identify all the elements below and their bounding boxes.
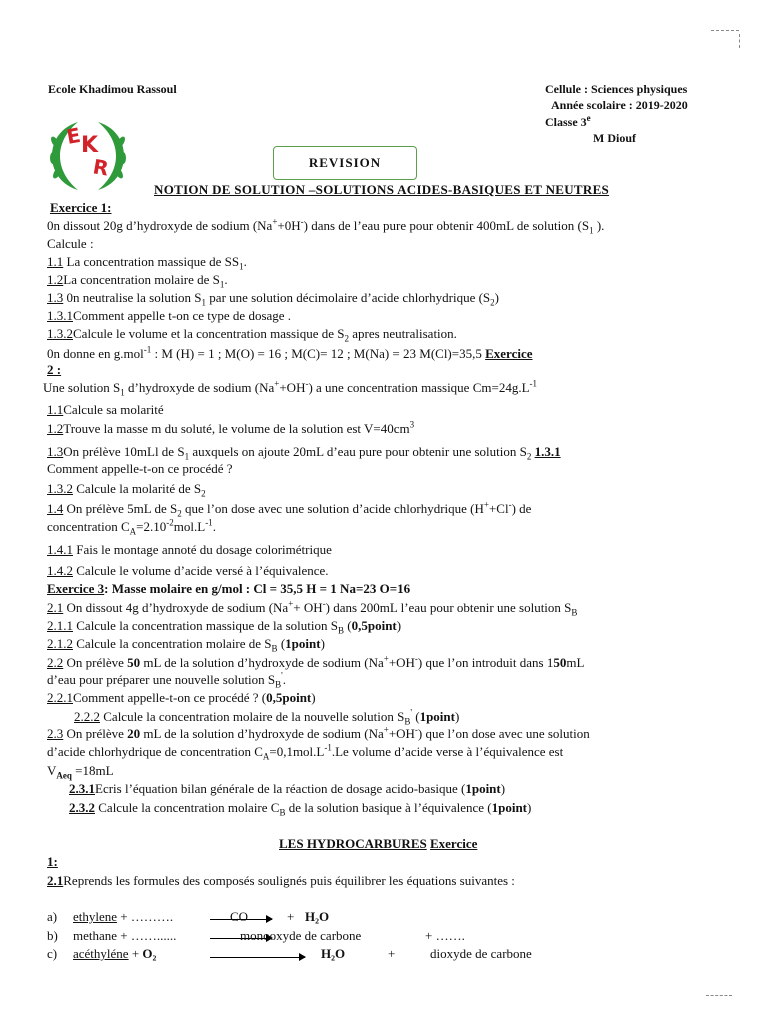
ex1-q1-1: 1.1 La concentration massique de $SS_1$. (47, 254, 247, 272)
eq-c-h2o: H₂O (321, 946, 346, 961)
ex3-q2-2: 2.2 On prélève 50 mL de la solution d’hydroxyde de sodium (Na++OH-) que l’on introduit dans 150mL (47, 653, 585, 670)
eq-c-label: c) (47, 946, 58, 961)
eq-a-plus: + (287, 909, 295, 924)
ex1-statement: 0n dissout 20g d’hydroxyde de sodium (Na++0H-) dans de l’eau pure pour obtenir 400mL de solution ($S_1$ ). (47, 216, 605, 236)
eq-c-plus: + (388, 946, 396, 961)
ex2-q1-4-2: 1.4.2 Calcule le volume d’acide versé à l’équivalence. (47, 563, 329, 578)
ex3-q2-3-conc: d’acide chlorhydrique de concentration $C_A=0,1mol.L^{-1}.Le$ volume d’acide verse à l’équivalence est (47, 742, 564, 762)
ex1-q1-3-2: 1.3.2Calcule le volume et la concentration massique de $S_2$ apres neutralisation. (47, 326, 457, 344)
eq-b-plus: + ……. (425, 928, 465, 943)
ex2-q1-4: 1.4 On prélève 5mL de $S_2$ que l’on dose avec une solution d’acide chlorhydrique (H++Cl-) de (47, 499, 532, 519)
eq-a-reactants: ethylene + ………. (73, 909, 174, 924)
ex2-q1-3-2: 1.3.2 Calcule la molarité de $S_2$ (47, 481, 206, 499)
ex2-q1-2: 1.2Trouve la masse m du soluté, le volume de la solution est $V=40cm^3$ (47, 419, 415, 436)
ex3-q2-2-cont: d’eau pour préparer une nouvelle solution $S_B'$. (47, 670, 287, 690)
eq-c-product: dioxyde de carbone (430, 946, 532, 961)
eq-a-co: CO (230, 909, 249, 924)
crop-mark-bottom-right (706, 995, 732, 996)
svg-text:R: R (91, 154, 111, 181)
ex1-molar-masses: 0n donne en g.mol$^{-1}$ : M (H) = 1 ; M(O) = 16 ; M(C)= 12 ; M(Na) = 23 M(Cl)=35,5 Exercice (47, 344, 533, 361)
ex3-q2-3: 2.3 On prélève 20 mL de la solution d’hydroxyde de sodium (Na++OH-) que l’on dose avec une solution (47, 724, 590, 741)
eq-a-label: a) (47, 909, 58, 924)
exercise-1-title: Exercice 1: (50, 200, 112, 215)
ex2-q1-4-1: 1.4.1 Fais le montage annoté du dosage colorimétrique (47, 542, 332, 557)
ex3-q2-1-1: 2.1.1 Calcule la concentration massique de la solution $S_B$ (0,5point) (47, 618, 402, 636)
svg-text:K: K (81, 133, 99, 158)
ex3-q2-3-1: 2.3.1Ecris l’équation bilan générale de la réaction de dosage acido-basique (1point) (69, 781, 506, 796)
cellule: Cellule : Sciences physiques (545, 82, 688, 96)
eq-c-reactant: acéthyléne + O₂ (73, 946, 157, 961)
eq-b-product: monooxyde de carbone (240, 928, 362, 943)
hydro-exercise-1: 1: (47, 854, 58, 869)
exercise-2-title: 2 : (47, 362, 62, 377)
eq-b-label: b) (47, 928, 58, 943)
class-label: Classe 3e (545, 113, 591, 129)
ex3-q2-3-volume: $V_{Aeq} =18mL$ (47, 763, 114, 781)
teacher-name: M Diouf (593, 131, 636, 145)
crop-mark-top-right-v (739, 34, 740, 48)
school-year: Année scolaire : 2019-2020 (551, 98, 688, 112)
ex2-q1-4-conc: concentration $C_A=2.10^{-2}mol.L^{-1}$. (47, 517, 216, 537)
ex3-q2-2-1: 2.2.1Comment appelle-t-on ce procédé ? (0,5point) (47, 690, 316, 705)
revision-box: REVISION (273, 146, 417, 180)
eq-c-arrow (210, 957, 305, 958)
ex1-q1-3-1: 1.3.1Comment appelle t-on ce type de dosage . (47, 308, 292, 323)
exercise-3-title: Exercice 3: Masse molaire en g/mol : Cl = 35,5 H = 1 Na=23 O=16 (47, 581, 411, 596)
school-name: Ecole Khadimou Rassoul (48, 82, 177, 96)
ex3-q2-1-2: 2.1.2 Calcule la concentration molaire de $S_B$ (1point) (47, 636, 325, 654)
ex2-q1-1: 1.1Calcule sa molarité (47, 402, 164, 417)
ex1-calcule: Calcule : (47, 236, 94, 251)
ex1-q1-3: 1.3 0n neutralise la solution $S_1$ par une solution décimolaire d’acide chlorhydrique $(S_2)$ (47, 290, 499, 308)
eq-a-h2o: H₂O (305, 909, 330, 924)
ex2-q1-3-1: Comment appelle-t-on ce procédé ? (47, 461, 233, 476)
ex3-q2-2-2: 2.2.2 Calcule la concentration molaire de la nouvelle solution $S_B'$ (1point) (74, 707, 460, 727)
crop-mark-top-right (711, 30, 739, 31)
section-title-solutions: NOTION DE SOLUTION –SOLUTIONS ACIDES-BASIQUES ET NEUTRES (154, 182, 610, 197)
ex2-statement: Une solution $S_1$ d’hydroxyde de sodium (Na++OH-) a une concentration massique $Cm=24g.L^{-1}$ (43, 378, 538, 398)
ex3-q2-3-2: 2.3.2 Calcule la concentration molaire $C_B$ de la solution basique à l’équivalence (1point) (69, 800, 532, 818)
hydro-q2-1: 2.1Reprends les formules des composés soulignés puis équilibrer les équations suivantes : (47, 873, 515, 888)
section-title-hydrocarbures: LES HYDROCARBURES Exercice (279, 836, 478, 851)
svg-text:E: E (64, 122, 83, 149)
eq-b-reactants: methane + ……...... (73, 928, 177, 943)
ex3-q2-1: 2.1 On dissout 4g d’hydroxyde de sodium (Na++ OH-) dans 200mL l’eau pour obtenir une solution $S_B$ (47, 598, 578, 618)
ex2-q1-3: 1.3On prélève 10mLl de $S_1$ auxquels on ajoute 20mL d’eau pure pour obtenir une solution $S_2$ 1.3.1 (47, 444, 561, 462)
ex1-q1-2: 1.2La concentration molaire de $S_1$. (47, 272, 228, 290)
school-logo (46, 118, 130, 194)
